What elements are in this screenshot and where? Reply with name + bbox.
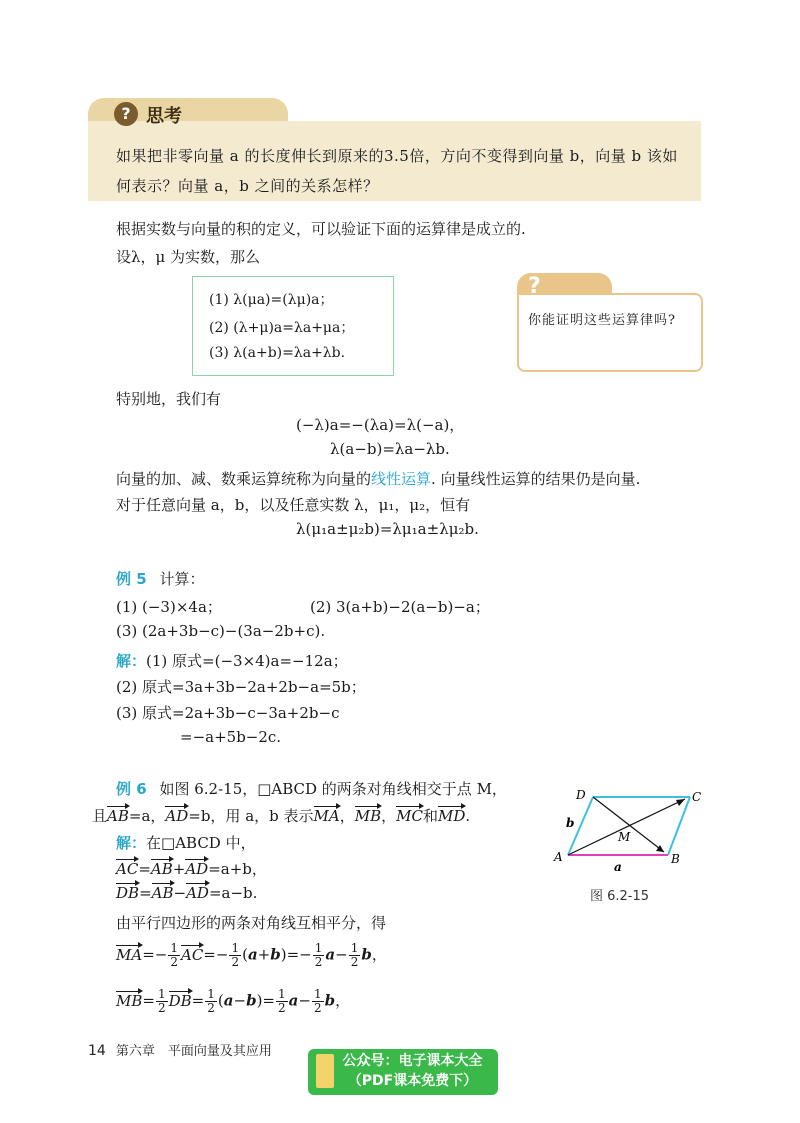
example5-label: 例 5	[116, 570, 147, 588]
watermark-text	[330, 1051, 495, 1091]
think-title: 思考	[146, 106, 182, 127]
law-1: (1) λ(μa)=(λμ)a；	[209, 292, 334, 308]
example6-eq-MB: MB= $\frac{1}{2}$ DB= $\frac{1}{2}$ (a−b)= $\frac{1}{2}$ a− $\frac{1}{2}$ b，	[116, 987, 351, 1015]
frac-3	[313, 942, 325, 969]
example6-solution-label: 解：	[116, 834, 147, 852]
label-D: D	[576, 788, 586, 802]
frac-den: 2	[207, 1001, 215, 1015]
intro-line-1: 根据实数与向量的积的定义，可以验证下面的运算律是成立的.	[116, 220, 526, 238]
frac-den: 2	[350, 955, 359, 969]
frac-den: 2	[313, 1001, 322, 1015]
frac-den: 2	[314, 955, 323, 969]
vec-AB-3: AB	[151, 884, 174, 902]
vec-MA-2: MA	[116, 945, 143, 964]
frac-num: 1	[313, 987, 322, 1001]
frac-7	[276, 988, 288, 1015]
example5-solution-label: 解：	[116, 652, 147, 670]
figure-caption: 图 6.2-15	[590, 889, 650, 904]
special-eq-1: (−λ)a=−(λa)=λ(−a)，	[296, 416, 465, 434]
vec-MC: MC	[396, 807, 423, 825]
arrow-C	[676, 799, 685, 806]
example5-q2: (2) 3(a+b)−2(a−b)−a；	[310, 598, 490, 616]
frac-den: 2	[157, 1001, 166, 1015]
example5-s1	[116, 650, 348, 671]
t2e: ，	[381, 807, 397, 825]
frac-5	[156, 988, 168, 1015]
linear-line-2: 对于任意向量 a，b，以及任意实数 λ，μ₁，μ₂，恒有	[116, 496, 471, 514]
example5-header	[116, 568, 204, 589]
linear-after: . 向量线性运算的结果仍是向量.	[431, 470, 641, 488]
vec-AC-2: AC	[180, 945, 204, 964]
frac-1	[168, 942, 180, 969]
vec-MB-2: MB	[116, 991, 143, 1010]
frac-den: 2	[231, 955, 240, 969]
frac-4	[349, 942, 361, 969]
vec-MD: MD	[438, 807, 466, 825]
page-footer	[88, 1040, 272, 1059]
t2g: .	[465, 807, 471, 825]
l2-tail: =a−b.	[208, 884, 258, 902]
diagonal-AC	[568, 799, 685, 855]
watermark-line-2: （PDF课本免费下）	[347, 1073, 478, 1089]
frac-2	[229, 942, 241, 969]
chapter-title: 第六章 平面向量及其应用	[115, 1044, 272, 1059]
example5-s2: (2) 原式=3a+3b−2a+2b−a=5b；	[116, 678, 366, 696]
vec-AB-2: AB	[150, 860, 173, 878]
example5-s1-text: (1) 原式=(−3×4)a=−12a；	[146, 652, 348, 670]
question-icon: ?	[114, 102, 138, 126]
vec-AC: AC	[116, 860, 139, 878]
example6-header	[116, 778, 507, 799]
intro-line-2: 设λ，μ 为实数，那么	[116, 248, 261, 266]
think-text: 如果把非零向量 a 的长度伸长到原来的3.5倍，方向不变得到向量 b，向量 b 该如何表示？向量 a，b 之间的关系怎样？	[116, 147, 678, 195]
example6-l1: AC=AB+AD=a+b，	[116, 860, 267, 878]
frac-num: 1	[157, 987, 166, 1001]
parallelogram-figure	[550, 785, 710, 880]
example6-eq-MA: MA=− $\frac{1}{2}$ AC=− $\frac{1}{2}$ (a+b)=− $\frac{1}{2}$ a− $\frac{1}{2}$ b，	[116, 941, 387, 969]
l1-tail: =a+b，	[208, 860, 267, 878]
label-M: M	[618, 830, 631, 844]
vec-DB-2: DB	[168, 991, 192, 1010]
vec-MA: MA	[313, 807, 340, 825]
example6-sol1: 在□ABCD 中，	[146, 834, 256, 852]
example6-l2: DB=AB−AD=a−b.	[116, 884, 258, 902]
example5-s3: (3) 原式=2a+3b−c−3a+2b−c	[116, 704, 340, 722]
vec-AD-2: AD	[185, 860, 209, 878]
frac-num: 1	[350, 941, 359, 955]
frac-num: 1	[207, 987, 215, 1001]
example6-solution-1	[116, 832, 256, 853]
example6-bisect: 由平行四边形的两条对角线互相平分，得	[116, 914, 387, 932]
label-C: C	[692, 790, 702, 804]
label-b: b	[566, 816, 575, 830]
linear-definition	[116, 468, 640, 489]
vec-DB: DB	[116, 884, 140, 902]
linear-before: 向量的加、减、数乘运算统称为向量的	[116, 470, 372, 488]
linear-term: 线性运算	[371, 470, 432, 488]
law-2: (2) (λ+μ)a=λa+μa；	[209, 320, 355, 336]
vec-MB: MB	[354, 807, 382, 825]
example5-q1: (1) (−3)×4a；	[116, 598, 222, 616]
frac-num: 1	[231, 941, 240, 955]
example6-label: 例 6	[116, 780, 147, 798]
laws-box	[192, 276, 394, 376]
frac-num: 1	[277, 987, 286, 1001]
vec-AD: AD	[165, 807, 189, 825]
special-eq-2: λ(a−b)=λa−λb.	[330, 440, 450, 458]
frac-den: 2	[277, 1001, 286, 1015]
example5-task: 计算：	[159, 570, 205, 588]
t2b: =a，	[128, 807, 166, 825]
note-text: 你能证明这些运算律吗?	[528, 313, 676, 328]
label-A: A	[554, 850, 563, 864]
t2a: 且	[92, 807, 108, 825]
vec-AD-3: AD	[186, 884, 209, 902]
linear-eq: λ(μ₁a±μ₂b)=λμ₁a±λμ₂b.	[296, 520, 479, 538]
example6-text-2	[92, 805, 470, 826]
frac-6	[205, 988, 217, 1015]
example6-text-1: 如图 6.2-15，□ABCD 的两条对角线相交于点 M，	[159, 780, 507, 798]
page-number: 14	[88, 1043, 106, 1059]
t2f: 和	[422, 807, 438, 825]
t2c: =b，用 a，b 表示	[188, 807, 314, 825]
frac-den: 2	[170, 955, 178, 969]
label-a: a	[614, 860, 622, 874]
watermark-line-1: 公众号：电子课本大全	[342, 1053, 483, 1069]
example5-s4: =−a+5b−2c.	[180, 728, 282, 746]
law-3: (3) λ(a+b)=λa+λb.	[209, 345, 346, 361]
t2d: ，	[339, 807, 355, 825]
example5-q3: (3) (2a+3b−c)−(3a−2b+c).	[116, 622, 326, 640]
question-mark-icon: ?	[528, 274, 541, 299]
frac-num: 1	[170, 941, 178, 955]
special-lead: 特别地，我们有	[116, 390, 222, 408]
frac-8	[312, 988, 324, 1015]
label-B: B	[671, 852, 680, 866]
frac-num: 1	[314, 941, 323, 955]
vec-AB: AB	[107, 807, 129, 825]
